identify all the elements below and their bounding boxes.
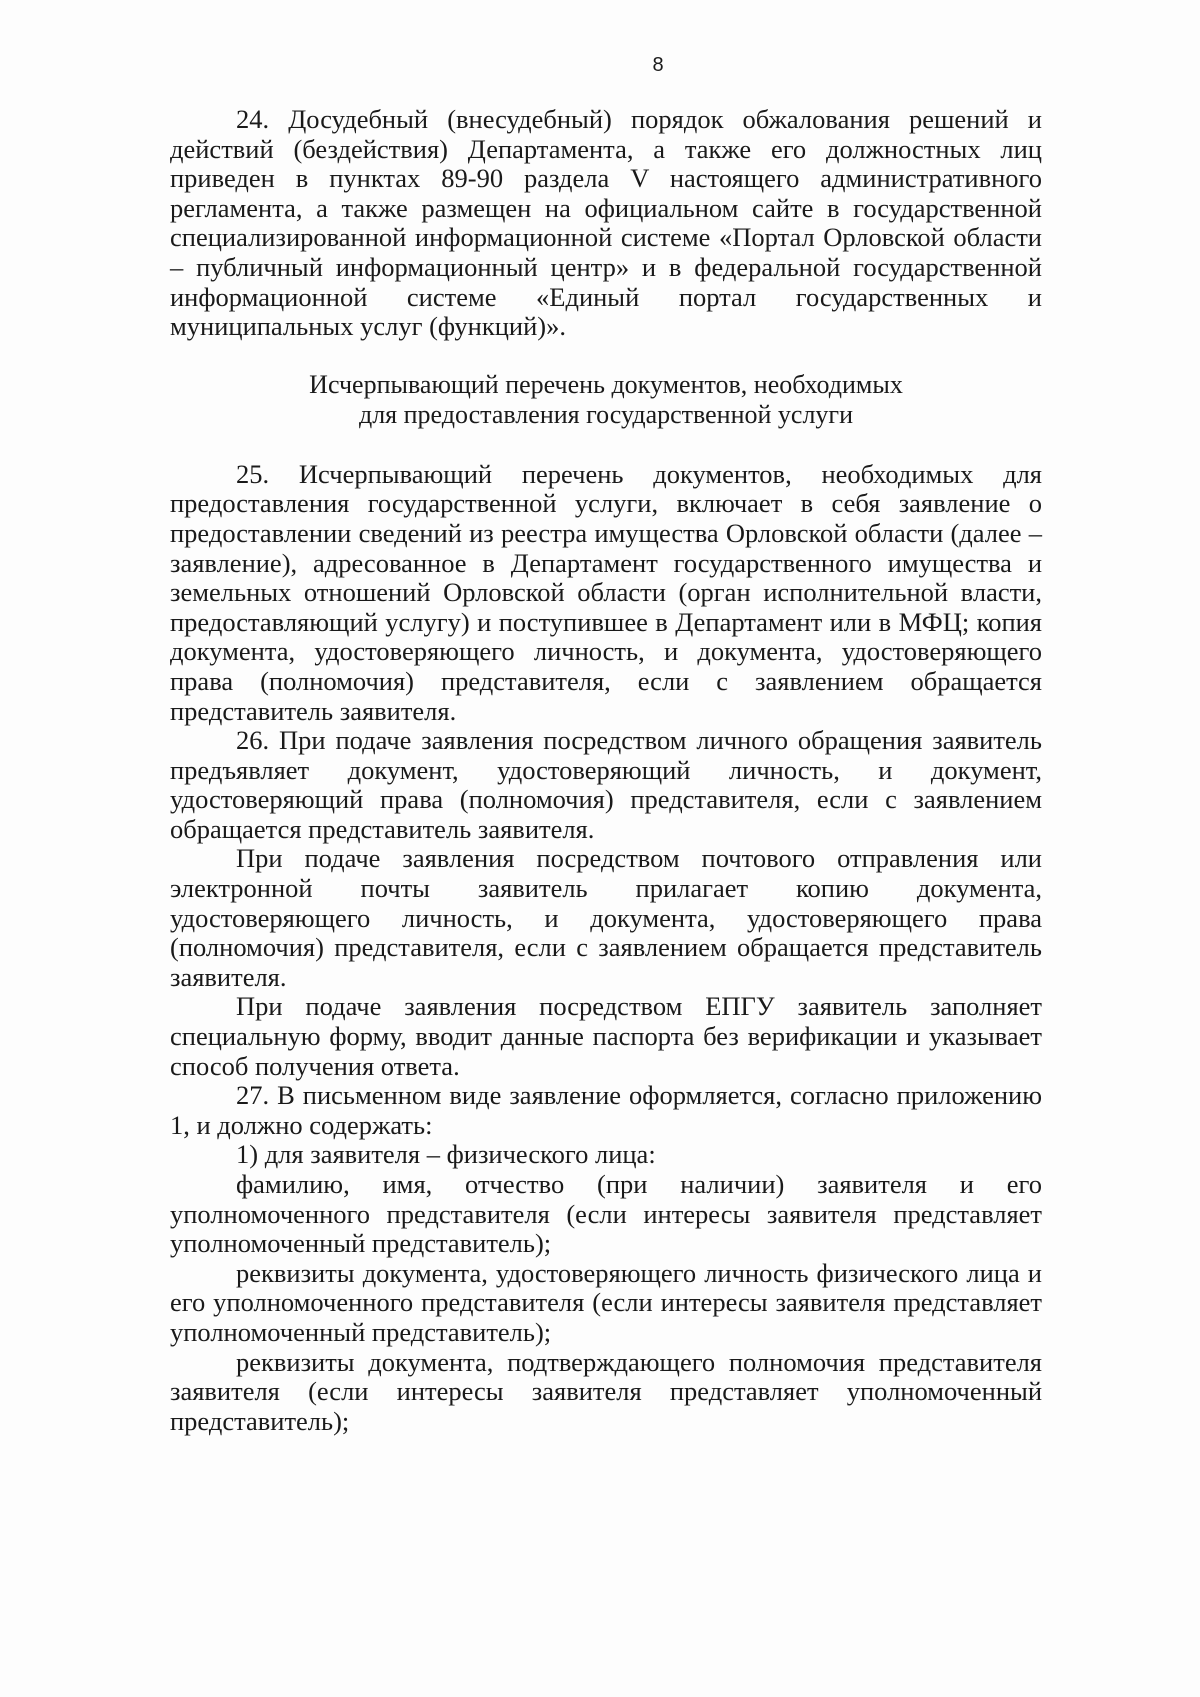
paragraph-27-authority-document: реквизиты документа, подтверждающего полномочия представителя заявителя (если интересы заявителя представляет уполномоченный представитель); <box>170 1346 1042 1436</box>
paragraph-24: 24. Досудебный (внесудебный) порядок обжалования решений и действий (бездействия) Департамента, а также его должностных лиц приведен в пунктах 89-90 раздела V настоящего административного регламента, а также размещен на официальном сайте в государственной специализированной информационной системе «Портал Орловской области – публичный информационный центр» и в федеральной государственной информационной системе «Единый портал государственных и муниципальных услуг (функций)». <box>170 104 1042 342</box>
page-number: 8 <box>652 54 664 76</box>
paragraph-26: 26. При подаче заявления посредством личного обращения заявитель предъявляет документ, удостоверяющий личность, и документ, удостоверяющий права (полномочия) представителя, если с заявлением обращается представитель заявителя. <box>170 725 1042 844</box>
section-heading-line-1: Исчерпывающий перечень документов, необходимых <box>309 369 903 399</box>
paragraph-27-id-document: реквизиты документа, удостоверяющего личность физического лица и его уполномоченного представителя (если интересы заявителя представляет уполномоченный представитель); <box>170 1257 1042 1347</box>
paragraph-27-item-1: 1) для заявителя – физического лица: <box>236 1139 656 1170</box>
paragraph-27: 27. В письменном виде заявление оформляется, согласно приложению 1, и должно содержать: <box>170 1080 1042 1140</box>
paragraph-27-name: фамилию, имя, отчество (при наличии) заявителя и его уполномоченного представителя (если интересы заявителя представляет уполномоченный представитель); <box>170 1169 1042 1259</box>
paragraph-26-epgu: При подаче заявления посредством ЕПГУ заявитель заполняет специальную форму, вводит данные паспорта без верификации и указывает способ получения ответа. <box>170 991 1042 1081</box>
section-heading <box>170 370 1042 430</box>
paragraph-25: 25. Исчерпывающий перечень документов, необходимых для предоставления государственной услуги, включает в себя заявление о предоставлении сведений из реестра имущества Орловской области (далее – заявление), адресованное в Департамент государственного имущества и земельных отношений Орловской области (орган исполнительной власти, предоставляющий услугу) и поступившее в Департамент или в МФЦ; копия документа, удостоверяющего личность, и документа, удостоверяющего права (полномочия) представителя, если с заявлением обращается представитель заявителя. <box>170 458 1042 726</box>
paragraph-26-postal: При подаче заявления посредством почтового отправления или электронной почты заявитель прилагает копию документа, удостоверяющего личность, и документа, удостоверяющего права (полномочия) представителя, если с заявлением обращается представитель заявителя. <box>170 843 1042 992</box>
document-body <box>170 105 1042 1436</box>
section-heading-line-2: для предоставления государственной услуги <box>358 399 854 429</box>
